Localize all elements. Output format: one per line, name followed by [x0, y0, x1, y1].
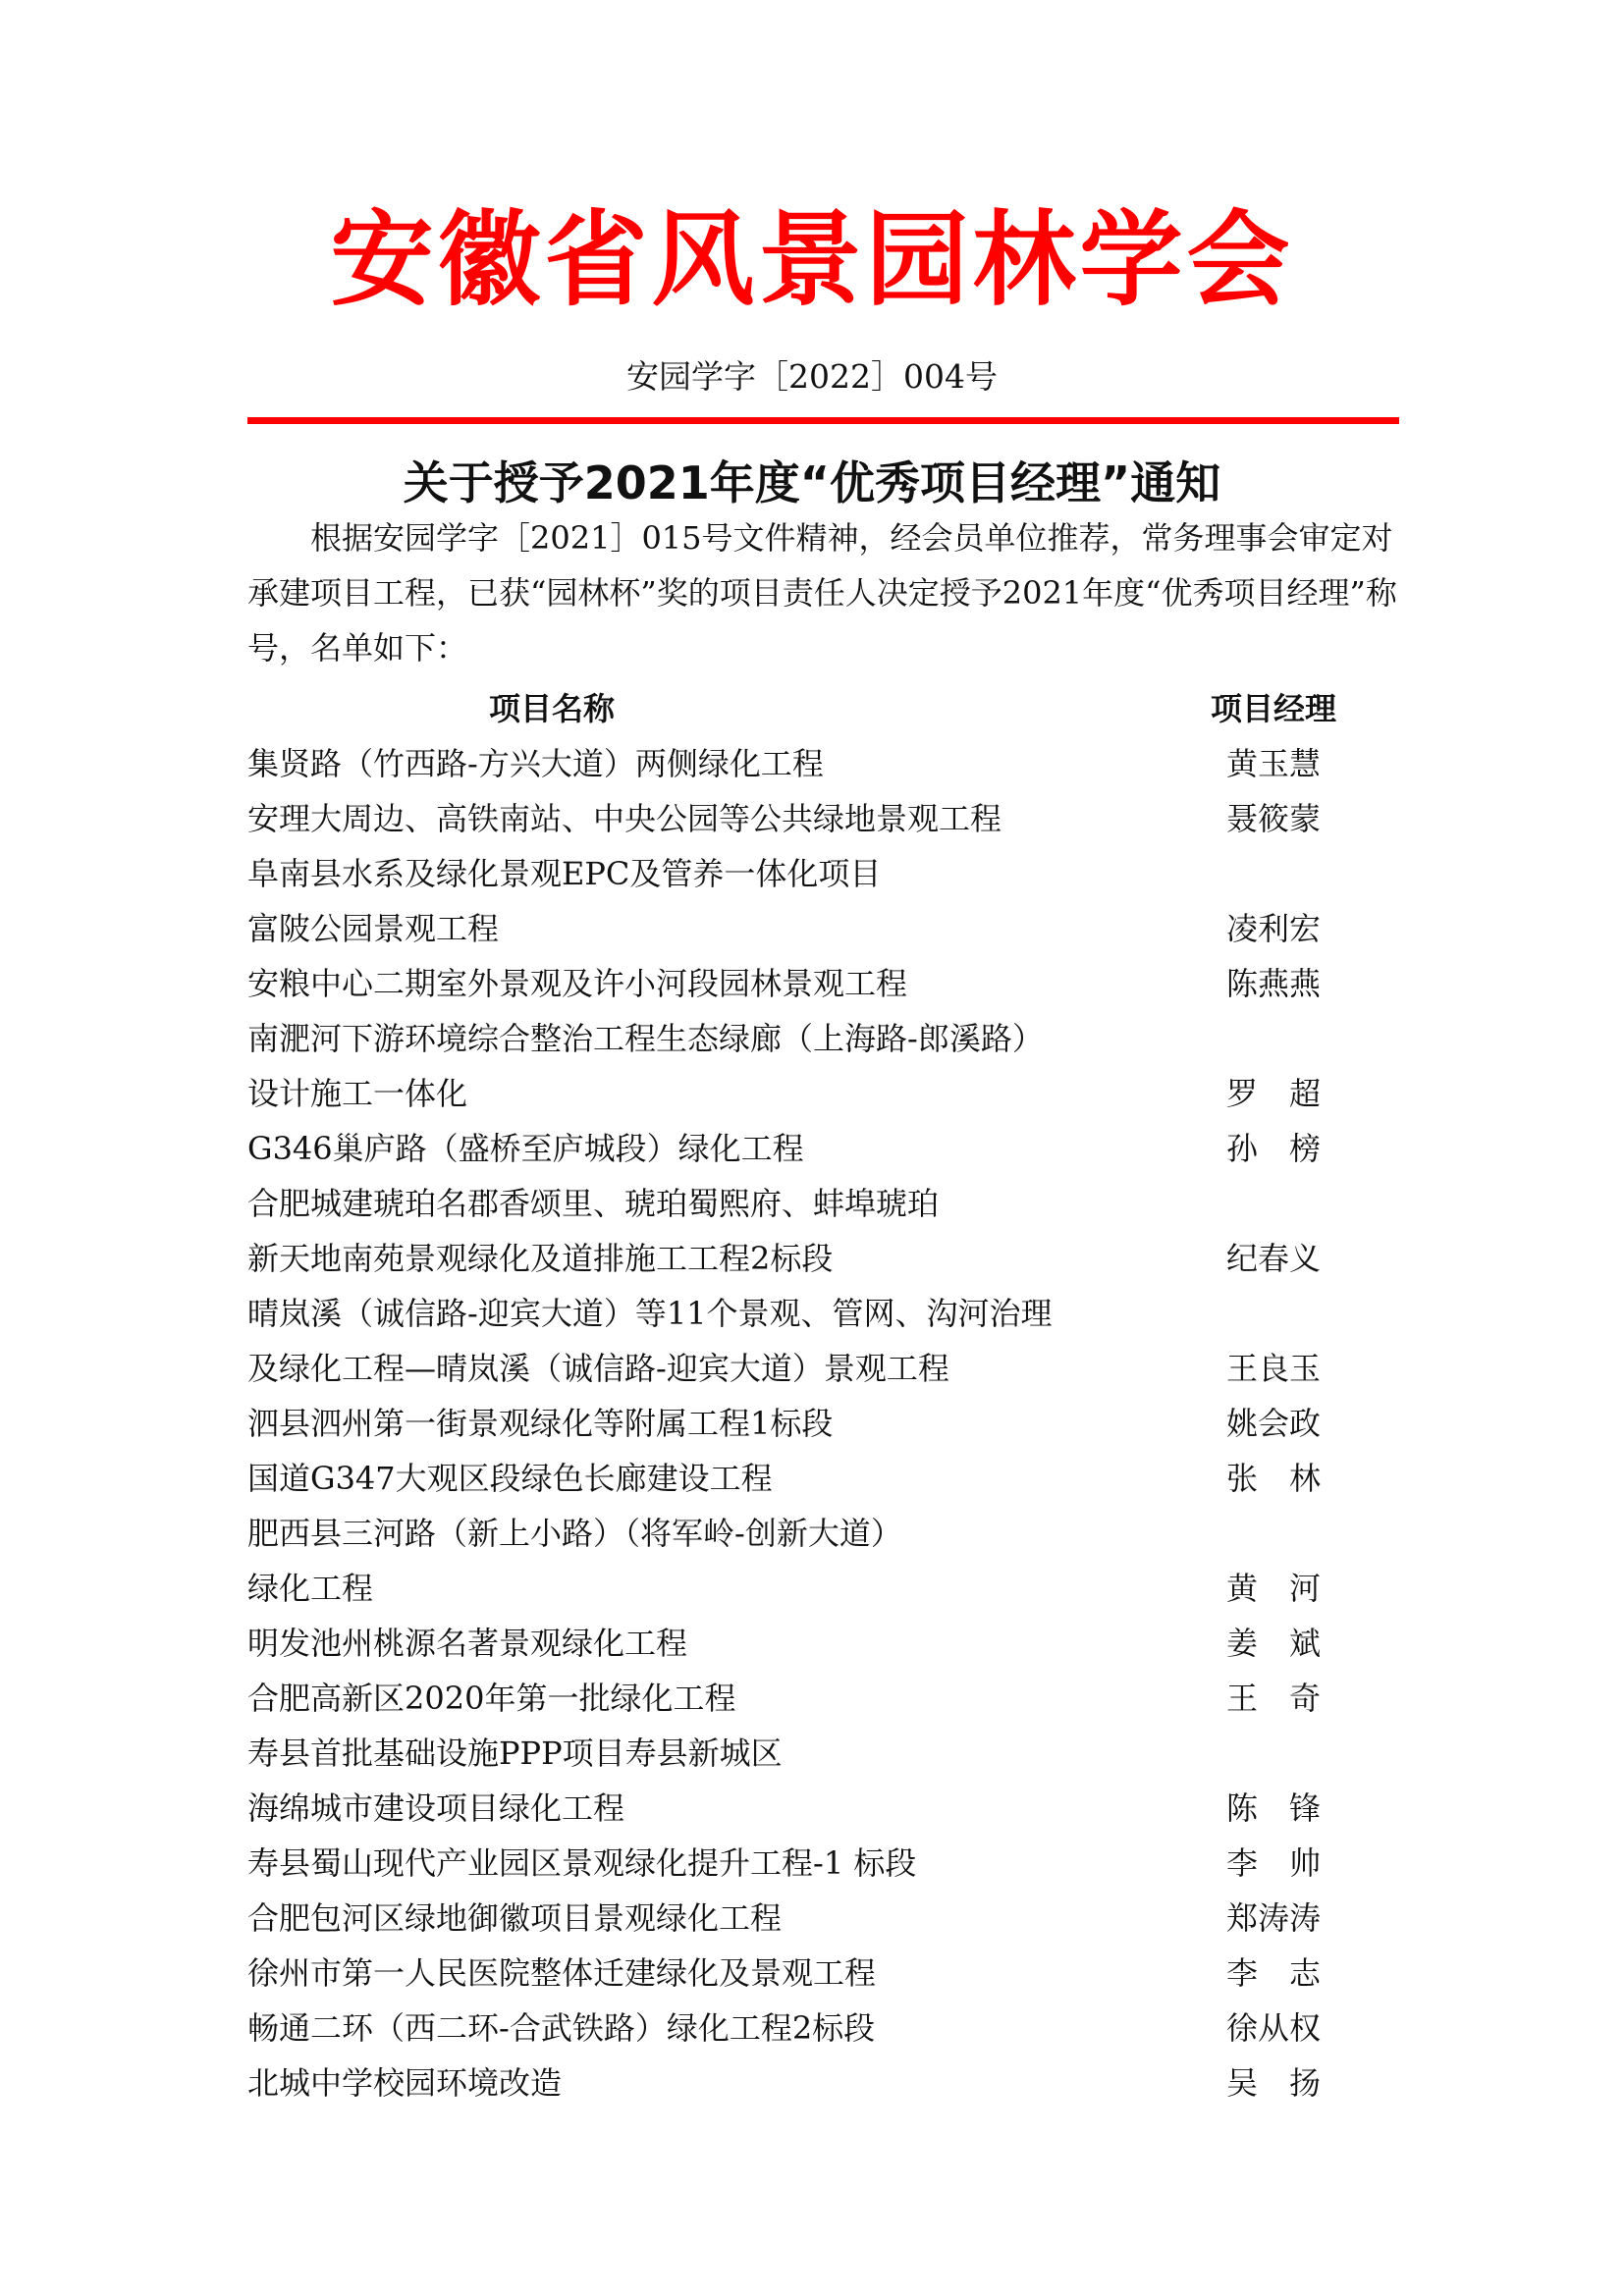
project-manager: 李 帅 [1225, 1844, 1321, 1882]
table-row [247, 1891, 1399, 1946]
project-name: 合肥包河区绿地御徽项目景观绿化工程 [247, 1899, 783, 1937]
project-manager: 黄玉慧 [1225, 745, 1321, 782]
table-row [247, 1836, 1399, 1891]
table-row [247, 1176, 1399, 1231]
table-row [247, 791, 1399, 846]
project-name: 明发池州桃源名著景观绿化工程 [247, 1625, 688, 1662]
project-name: 国道G347大观区段绿色长廊建设工程 [247, 1460, 773, 1497]
column-header-project: 项目名称 [488, 690, 615, 727]
project-name: 阜南县水系及绿化景观EPC及管养一体化项目 [247, 855, 882, 892]
project-manager: 黄 河 [1225, 1570, 1321, 1607]
table-row [247, 1506, 1399, 1561]
project-name: 寿县蜀山现代产业园区景观绿化提升工程-1 标段 [247, 1844, 917, 1882]
table-row [247, 1561, 1399, 1616]
project-name: 北城中学校园环境改造 [247, 2064, 563, 2102]
table-row [247, 1781, 1399, 1836]
project-manager: 李 志 [1225, 1954, 1321, 1992]
document-number: 安园学字［2022］004号 [626, 357, 998, 396]
project-name: 合肥高新区2020年第一批绿化工程 [247, 1680, 736, 1717]
project-name: 安理大周边、高铁南站、中央公园等公共绿地景观工程 [247, 800, 1002, 837]
table-row [247, 956, 1399, 1011]
project-manager: 纪春义 [1225, 1240, 1321, 1277]
project-name: 新天地南苑景观绿化及道排施工工程2标段 [247, 1240, 834, 1277]
project-name: 安粮中心二期室外景观及许小河段园林景观工程 [247, 965, 908, 1002]
project-manager: 聂筱蒙 [1225, 800, 1321, 837]
project-name: 寿县首批基础设施PPP项目寿县新城区 [247, 1735, 783, 1772]
table-row [247, 1946, 1399, 2001]
header-divider [247, 417, 1399, 424]
table-row [247, 901, 1399, 956]
project-manager: 徐从权 [1225, 2009, 1321, 2047]
notice-body: 根据安园学字［2021］015号文件精神，经会员单位推荐，常务理事会审定对承建项目工程，已获“园林杯”奖的项目责任人决定授予2021年度“优秀项目经理”称号，名单如下： [247, 519, 1397, 667]
project-name: 设计施工一体化 [247, 1075, 468, 1112]
table-row [247, 2001, 1399, 2056]
project-name: G346巢庐路（盛桥至庐城段）绿化工程 [247, 1130, 804, 1167]
table-row [247, 1231, 1399, 1286]
project-name: 绿化工程 [247, 1570, 374, 1607]
project-manager: 姚会政 [1225, 1405, 1321, 1442]
project-name: 集贤路（竹西路-方兴大道）两侧绿化工程 [247, 745, 824, 782]
project-manager: 罗 超 [1225, 1075, 1321, 1112]
table-row [247, 1066, 1399, 1121]
project-name: 晴岚溪（诚信路-迎宾大道）等11个景观、管网、沟河治理 [247, 1295, 1053, 1332]
table-row [247, 1671, 1399, 1726]
project-manager: 姜 斌 [1225, 1625, 1321, 1662]
project-name: 泗县泗州第一街景观绿化等附属工程1标段 [247, 1405, 834, 1442]
notice-title: 关于授予2021年度“优秀项目经理”通知 [403, 456, 1221, 509]
project-manager: 吴 扬 [1225, 2064, 1321, 2102]
project-name: 合肥城建琥珀名郡香颂里、琥珀蜀熙府、蚌埠琥珀 [247, 1185, 940, 1222]
project-manager: 陈燕燕 [1225, 965, 1321, 1002]
award-rows [247, 736, 1399, 2110]
project-name: 畅通二环（西二环-合武铁路）绿化工程2标段 [247, 2009, 876, 2047]
column-header-manager: 项目经理 [1210, 690, 1336, 727]
project-name: 及绿化工程—晴岚溪（诚信路-迎宾大道）景观工程 [247, 1350, 949, 1387]
project-name: 富陂公园景观工程 [247, 910, 500, 947]
table-row [247, 1616, 1399, 1671]
award-list-header [247, 681, 1399, 736]
table-row [247, 1121, 1399, 1176]
table-row [247, 1286, 1399, 1341]
project-manager: 张 林 [1225, 1460, 1321, 1497]
project-name: 肥西县三河路（新上小路）（将军岭-创新大道） [247, 1515, 902, 1552]
table-row [247, 1396, 1399, 1451]
project-manager: 陈 锋 [1225, 1789, 1321, 1827]
table-row [247, 1451, 1399, 1506]
project-name: 海绵城市建设项目绿化工程 [247, 1789, 625, 1827]
table-row [247, 2056, 1399, 2110]
table-row [247, 1011, 1399, 1066]
organization-title: 安徽省风景园林学会 [330, 200, 1294, 320]
project-manager: 王 奇 [1225, 1680, 1321, 1717]
table-row [247, 1341, 1399, 1396]
project-manager: 王良玉 [1225, 1350, 1321, 1387]
table-row [247, 1726, 1399, 1781]
project-manager: 郑涛涛 [1225, 1899, 1321, 1937]
project-name: 徐州市第一人民医院整体迁建绿化及景观工程 [247, 1954, 877, 1992]
project-name: 南淝河下游环境综合整治工程生态绿廊（上海路-郎溪路） [247, 1020, 1044, 1057]
project-manager: 凌利宏 [1225, 910, 1321, 947]
award-list [247, 681, 1399, 2110]
table-row [247, 846, 1399, 901]
project-manager: 孙 榜 [1225, 1130, 1321, 1167]
table-row [247, 736, 1399, 791]
